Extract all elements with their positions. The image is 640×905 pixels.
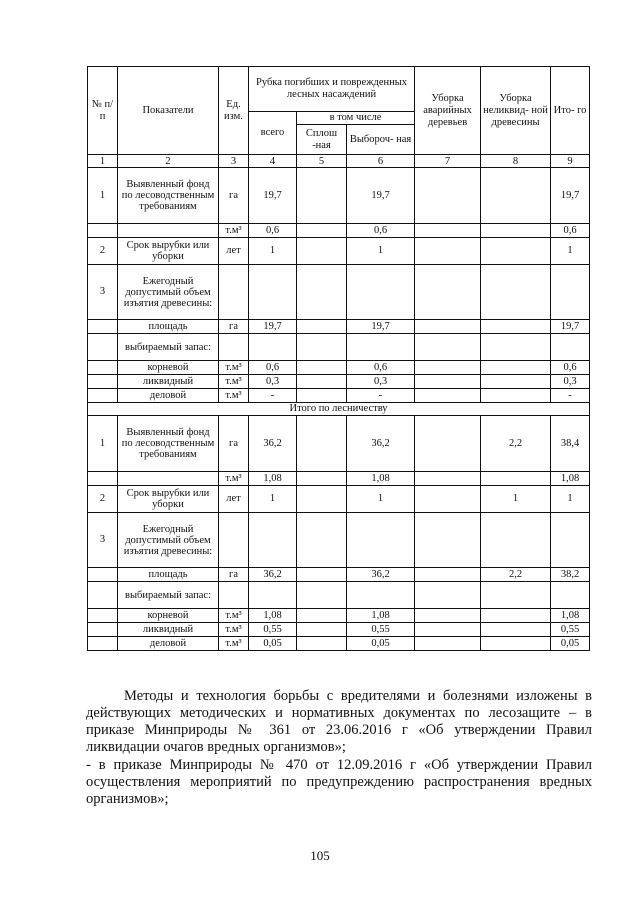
- cell-selective: 1,08: [347, 472, 415, 486]
- cell-nonliquid: 2,2: [481, 568, 551, 582]
- row-unit: [219, 582, 249, 609]
- row-label: корневой: [118, 361, 219, 375]
- row-num: [88, 375, 118, 389]
- cell-total: 1: [249, 238, 297, 265]
- row-label: выбираемый запас:: [118, 334, 219, 361]
- cell-grand-total: 38,2: [551, 568, 590, 582]
- row-num: [88, 623, 118, 637]
- table-row: [88, 334, 590, 361]
- row-label: ликвидный: [118, 623, 219, 637]
- cell-emergency: [415, 238, 481, 265]
- header-indicator: Показатели: [118, 67, 219, 155]
- row-unit: т.м³: [219, 375, 249, 389]
- row-label: [118, 224, 219, 238]
- table-row: [88, 265, 590, 320]
- row-num: [88, 334, 118, 361]
- cell-nonliquid: [481, 472, 551, 486]
- column-index-6: 6: [347, 155, 415, 168]
- cell-grand-total: 1,08: [551, 609, 590, 623]
- cell-emergency: [415, 582, 481, 609]
- cell-clear: [297, 513, 347, 568]
- cell-selective: 0,3: [347, 375, 415, 389]
- row-label: корневой: [118, 609, 219, 623]
- row-label: Ежегодный допустимый объем изъятия древесины:: [118, 513, 219, 568]
- cell-clear: [297, 486, 347, 513]
- cell-grand-total: 19,7: [551, 168, 590, 224]
- table-row: [88, 609, 590, 623]
- row-num: [88, 361, 118, 375]
- cell-nonliquid: [481, 334, 551, 361]
- cell-grand-total: 1: [551, 238, 590, 265]
- column-index-7: 7: [415, 155, 481, 168]
- cell-selective: 19,7: [347, 320, 415, 334]
- cell-grand-total: 0,6: [551, 224, 590, 238]
- cell-clear: [297, 334, 347, 361]
- cell-grand-total: -: [551, 389, 590, 403]
- cell-emergency: [415, 389, 481, 403]
- cell-nonliquid: [481, 623, 551, 637]
- row-unit: лет: [219, 238, 249, 265]
- header-total-felling: всего: [249, 112, 297, 155]
- table-row: [88, 389, 590, 403]
- table-row: [88, 375, 590, 389]
- cell-grand-total: 0,55: [551, 623, 590, 637]
- row-unit: т.м³: [219, 224, 249, 238]
- cell-selective: 0,55: [347, 623, 415, 637]
- row-num: [88, 320, 118, 334]
- cell-grand-total: [551, 513, 590, 568]
- header-emergency: Уборка аварийных деревьев: [415, 67, 481, 155]
- row-num: [88, 582, 118, 609]
- cell-selective: -: [347, 389, 415, 403]
- forest-felling-table: [87, 66, 590, 651]
- cell-emergency: [415, 168, 481, 224]
- column-index-5: 5: [297, 155, 347, 168]
- cell-total: 0,6: [249, 361, 297, 375]
- cell-grand-total: 0,3: [551, 375, 590, 389]
- cell-clear: [297, 609, 347, 623]
- table-row: [88, 623, 590, 637]
- cell-emergency: [415, 361, 481, 375]
- cell-clear: [297, 168, 347, 224]
- row-label: Срок вырубки или уборки: [118, 238, 219, 265]
- cell-emergency: [415, 224, 481, 238]
- table-row: [88, 486, 590, 513]
- cell-selective: 1: [347, 238, 415, 265]
- cell-selective: 0,05: [347, 637, 415, 651]
- table-row: [88, 238, 590, 265]
- column-index-2: 2: [118, 155, 219, 168]
- cell-selective: 1: [347, 486, 415, 513]
- row-label: площадь: [118, 568, 219, 582]
- table-body: [88, 155, 590, 651]
- row-unit: т.м³: [219, 609, 249, 623]
- cell-emergency: [415, 416, 481, 472]
- row-unit: [219, 334, 249, 361]
- header-clear: Сплош -ная: [297, 125, 347, 155]
- cell-grand-total: [551, 334, 590, 361]
- cell-total: 0,6: [249, 224, 297, 238]
- row-num: 1: [88, 416, 118, 472]
- row-num: [88, 637, 118, 651]
- row-unit: т.м³: [219, 637, 249, 651]
- cell-grand-total: 38,4: [551, 416, 590, 472]
- cell-total: 1,08: [249, 609, 297, 623]
- row-num: 1: [88, 168, 118, 224]
- section-title: Итого по лесничеству: [88, 403, 590, 416]
- cell-selective: 36,2: [347, 568, 415, 582]
- column-index-row: [88, 155, 590, 168]
- row-label: Выявленный фонд по лесоводственным требованиям: [118, 168, 219, 224]
- cell-nonliquid: 2,2: [481, 416, 551, 472]
- row-num: 2: [88, 238, 118, 265]
- row-label: Выявленный фонд по лесоводственным требованиям: [118, 416, 219, 472]
- table-row: [88, 361, 590, 375]
- table-row: [88, 168, 590, 224]
- cell-clear: [297, 265, 347, 320]
- table-row: [88, 416, 590, 472]
- cell-clear: [297, 623, 347, 637]
- row-unit: т.м³: [219, 472, 249, 486]
- cell-nonliquid: [481, 168, 551, 224]
- cell-clear: [297, 582, 347, 609]
- row-unit: га: [219, 568, 249, 582]
- header-felling: Рубка погибших и поврежденных лесных насаждений: [249, 67, 415, 112]
- cell-grand-total: [551, 582, 590, 609]
- cell-total: [249, 513, 297, 568]
- row-unit: га: [219, 416, 249, 472]
- cell-selective: 36,2: [347, 416, 415, 472]
- row-num: [88, 472, 118, 486]
- cell-nonliquid: 1: [481, 486, 551, 513]
- column-index-1: 1: [88, 155, 118, 168]
- cell-clear: [297, 361, 347, 375]
- cell-emergency: [415, 637, 481, 651]
- cell-total: [249, 265, 297, 320]
- row-num: 3: [88, 513, 118, 568]
- row-unit: [219, 265, 249, 320]
- cell-total: 1,08: [249, 472, 297, 486]
- table-row: [88, 568, 590, 582]
- header-selective: Выбороч- ная: [347, 125, 415, 155]
- header-grand-total: Ито- го: [551, 67, 590, 155]
- column-index-4: 4: [249, 155, 297, 168]
- table-row: [88, 513, 590, 568]
- table-row: [88, 582, 590, 609]
- row-label: площадь: [118, 320, 219, 334]
- cell-grand-total: 0,05: [551, 637, 590, 651]
- cell-grand-total: [551, 265, 590, 320]
- cell-selective: 0,6: [347, 361, 415, 375]
- cell-selective: [347, 265, 415, 320]
- cell-grand-total: 0,6: [551, 361, 590, 375]
- row-label: ликвидный: [118, 375, 219, 389]
- cell-clear: [297, 375, 347, 389]
- row-num: [88, 389, 118, 403]
- cell-nonliquid: [481, 238, 551, 265]
- cell-emergency: [415, 375, 481, 389]
- row-num: 3: [88, 265, 118, 320]
- cell-emergency: [415, 320, 481, 334]
- row-label: Срок вырубки или уборки: [118, 486, 219, 513]
- cell-emergency: [415, 609, 481, 623]
- row-unit: га: [219, 320, 249, 334]
- row-unit: т.м³: [219, 623, 249, 637]
- cell-nonliquid: [481, 320, 551, 334]
- row-num: 2: [88, 486, 118, 513]
- cell-nonliquid: [481, 224, 551, 238]
- cell-total: 36,2: [249, 416, 297, 472]
- cell-selective: [347, 513, 415, 568]
- cell-selective: 0,6: [347, 224, 415, 238]
- cell-total: 19,7: [249, 320, 297, 334]
- cell-grand-total: 19,7: [551, 320, 590, 334]
- cell-clear: [297, 389, 347, 403]
- header-including: в том числе: [297, 112, 415, 125]
- row-label: Ежегодный допустимый объем изъятия древесины:: [118, 265, 219, 320]
- cell-nonliquid: [481, 513, 551, 568]
- cell-clear: [297, 416, 347, 472]
- cell-nonliquid: [481, 375, 551, 389]
- column-index-3: 3: [219, 155, 249, 168]
- cell-total: 19,7: [249, 168, 297, 224]
- page-number: 105: [310, 848, 330, 863]
- cell-nonliquid: [481, 637, 551, 651]
- cell-grand-total: 1,08: [551, 472, 590, 486]
- cell-total: [249, 334, 297, 361]
- cell-clear: [297, 637, 347, 651]
- cell-selective: [347, 334, 415, 361]
- header-num: № п/п: [88, 67, 118, 155]
- methods-paragraph: Методы и технология борьбы с вредителями и болезнями изложены в действующих методических и нормативных документах по лесозащите – в приказе Минприроды № 361 от 23.06.2016 г «Об утверждении Правил ликвидации очагов вредных организмов»;: [86, 688, 592, 755]
- section-title-row: [88, 403, 590, 416]
- row-unit: [219, 513, 249, 568]
- row-label: деловой: [118, 637, 219, 651]
- cell-nonliquid: [481, 582, 551, 609]
- cell-selective: 19,7: [347, 168, 415, 224]
- cell-total: 36,2: [249, 568, 297, 582]
- row-unit: т.м³: [219, 361, 249, 375]
- table-row: [88, 472, 590, 486]
- cell-emergency: [415, 568, 481, 582]
- row-unit: га: [219, 168, 249, 224]
- row-label: деловой: [118, 389, 219, 403]
- table-row: [88, 637, 590, 651]
- cell-emergency: [415, 623, 481, 637]
- row-unit: т.м³: [219, 389, 249, 403]
- order-bullet: - в приказе Минприроды № 470 от 12.09.2016 г «Об утверждении Правил осуществления мероприятий по предупреждению распространения вредных организмов»;: [86, 757, 592, 807]
- cell-clear: [297, 568, 347, 582]
- cell-total: -: [249, 389, 297, 403]
- cell-emergency: [415, 472, 481, 486]
- cell-clear: [297, 238, 347, 265]
- cell-nonliquid: [481, 361, 551, 375]
- row-label: [118, 472, 219, 486]
- row-num: [88, 224, 118, 238]
- cell-selective: [347, 582, 415, 609]
- cell-nonliquid: [481, 265, 551, 320]
- cell-selective: 1,08: [347, 609, 415, 623]
- cell-total: 0,05: [249, 637, 297, 651]
- cell-clear: [297, 320, 347, 334]
- row-num: [88, 609, 118, 623]
- cell-total: 0,55: [249, 623, 297, 637]
- cell-nonliquid: [481, 609, 551, 623]
- cell-total: 1: [249, 486, 297, 513]
- header-unit: Ед. изм.: [219, 67, 249, 155]
- cell-emergency: [415, 486, 481, 513]
- cell-clear: [297, 224, 347, 238]
- cell-nonliquid: [481, 389, 551, 403]
- row-unit: лет: [219, 486, 249, 513]
- cell-emergency: [415, 513, 481, 568]
- cell-clear: [297, 472, 347, 486]
- column-index-8: 8: [481, 155, 551, 168]
- row-label: выбираемый запас:: [118, 582, 219, 609]
- table-row: [88, 320, 590, 334]
- table-row: [88, 224, 590, 238]
- cell-grand-total: 1: [551, 486, 590, 513]
- row-num: [88, 568, 118, 582]
- cell-total: [249, 582, 297, 609]
- cell-emergency: [415, 265, 481, 320]
- table-header: [88, 67, 590, 155]
- column-index-9: 9: [551, 155, 590, 168]
- cell-total: 0,3: [249, 375, 297, 389]
- cell-emergency: [415, 334, 481, 361]
- header-nonliquid: Уборка неликвид- ной древесины: [481, 67, 551, 155]
